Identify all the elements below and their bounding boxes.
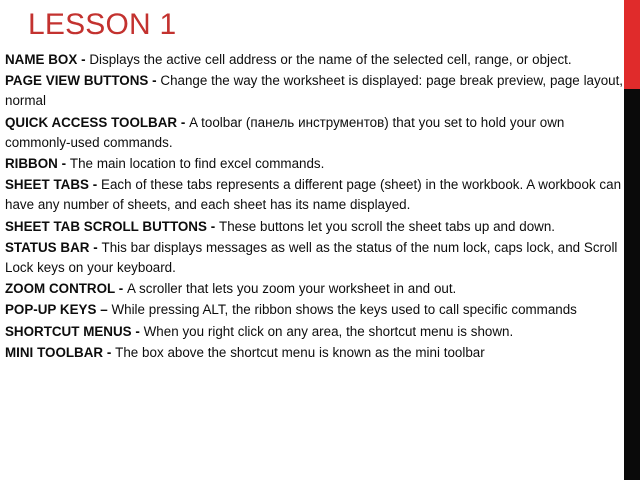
definition-item-shortcut-menus [5,322,630,342]
definition-description: The box above the shortcut menu is known as the mini toolbar [115,344,485,360]
definition-description: These buttons let you scroll the sheet tabs up and down. [219,218,555,234]
definition-term: MINI TOOLBAR - [5,344,116,360]
definition-item-sheet-tabs [5,175,630,215]
definition-description: This bar displays messages as well as the status of the num lock, caps lock, and Scroll Lock keys on your keyboard. [5,239,618,276]
definition-description: When you right click on any area, the shortcut menu is shown. [143,323,514,339]
definition-item-page-view-buttons [5,71,630,111]
definition-term: RIBBON - [5,156,70,172]
page-title: LESSON 1 [28,8,177,41]
definition-item-sheet-tab-scroll-buttons [5,217,630,237]
edge-accent-black-segment [624,89,640,480]
definition-term: STATUS BAR - [5,239,102,255]
definition-term: POP-UP KEYS – [5,302,112,318]
definition-description: Each of these tabs represents a different page (sheet) in the workbook. A workbook can have any number of sheets, and each sheet has its name displayed. [5,177,622,213]
definition-term: QUICK ACCESS TOOLBAR - [5,114,190,130]
slide-edge-accent-bar [624,0,640,480]
definition-description: A toolbar (панель инструментов) that you set to hold your own commonly-used commands. [5,114,565,150]
definition-item-zoom-control [5,279,630,299]
definition-item-name-box [5,50,630,70]
definition-description: Displays the active cell address or the name of the selected cell, range, or object. [89,52,572,67]
definition-term: NAME BOX - [5,52,90,67]
definition-description: A scroller that lets you zoom your worksheet in and out. [127,281,457,297]
definition-list [5,50,630,364]
definition-item-pop-up-keys [5,300,630,320]
definition-description: While pressing ALT, the ribbon shows the keys used to call specific commands [111,302,577,318]
definition-term: SHEET TABS - [5,177,102,193]
definition-term: ZOOM CONTROL - [5,281,128,297]
definition-description: Change the way the worksheet is displayed: page break preview, page layout, normal [5,73,624,109]
definition-description: The main location to find excel commands. [69,156,325,172]
definition-item-quick-access-toolbar [5,113,630,153]
definition-item-status-bar [5,238,630,278]
definition-term: SHEET TAB SCROLL BUTTONS - [5,218,220,234]
edge-accent-red-segment [624,0,640,89]
definition-term: PAGE VIEW BUTTONS - [5,73,161,89]
definition-term: SHORTCUT MENUS - [5,323,144,339]
definition-item-ribbon [5,154,630,174]
definition-item-mini-toolbar [5,343,630,363]
